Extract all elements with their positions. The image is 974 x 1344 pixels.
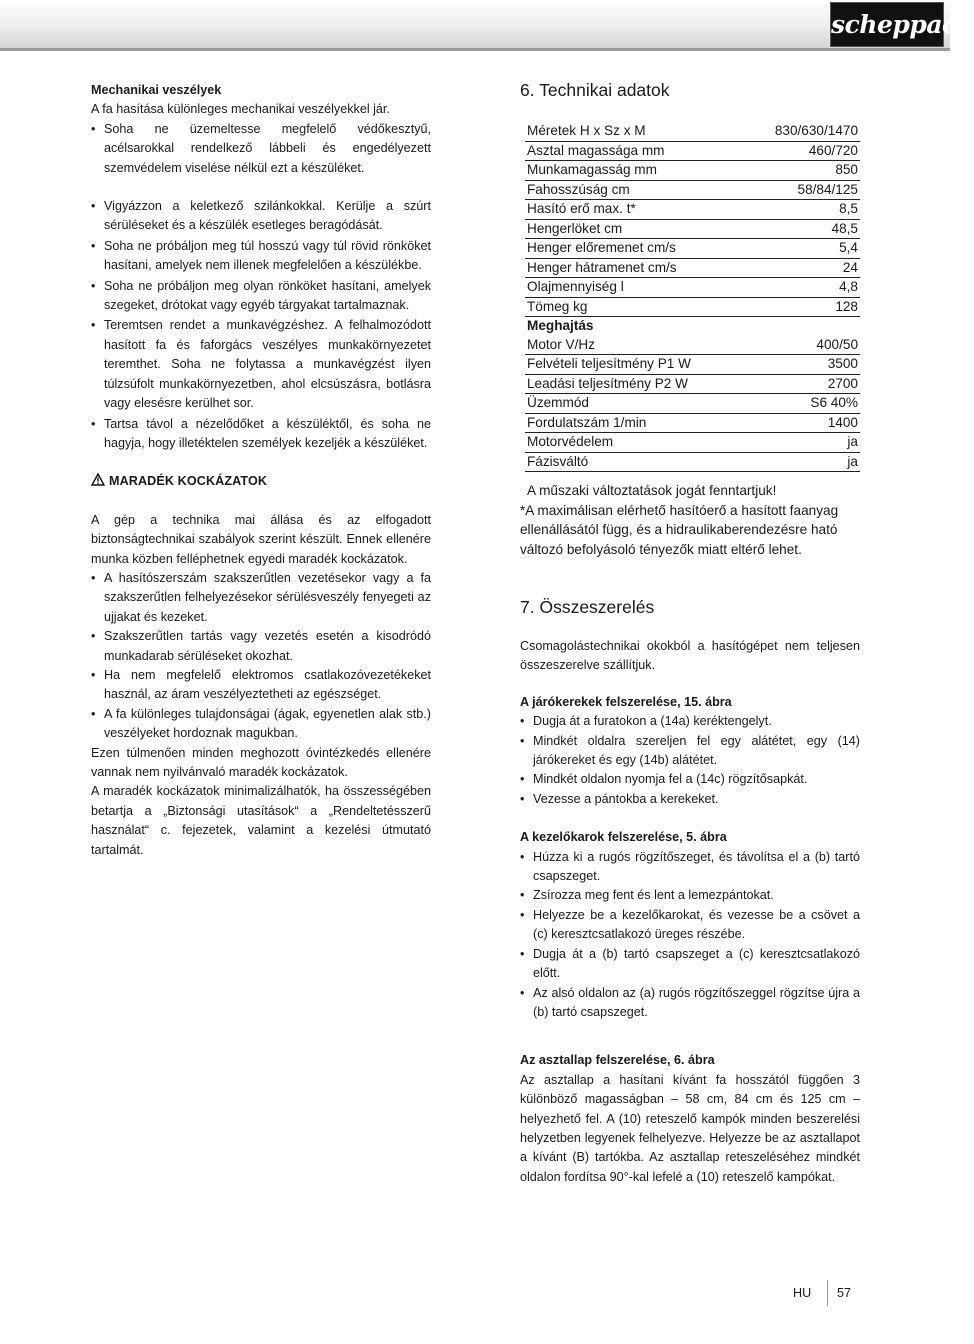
spec-row xyxy=(525,161,860,181)
list-item: • Ha nem megfelelő elektromos csatlakozóvezetékeket használ, az áram veszélyeztetheti az egészséget. xyxy=(91,666,431,705)
mech-title: Mechanikai veszélyek xyxy=(91,83,222,97)
spec-label: Munkamagasság mm xyxy=(525,161,746,181)
list-item: • Szakszerűtlen tartás vagy vezetés esetén a kisodródó munkadarab sérüléseket okozhat. xyxy=(91,627,431,666)
spec-label: Motor V/Hz xyxy=(525,336,746,355)
spec-label: Asztal magassága mm xyxy=(525,141,746,161)
list-item: • Mindkét oldalra szereljen fel egy alátétet, egy (14) járókereket és egy (14b) alátétet. xyxy=(520,732,860,771)
spec-value: 4,8 xyxy=(746,278,860,298)
spec-label: Üzemmód xyxy=(525,394,746,414)
mech-intro: A fa hasítása különleges mechanikai veszélyekkel jár. xyxy=(91,102,390,117)
spec-value: 830/630/1470 xyxy=(746,122,860,141)
header-bar xyxy=(0,0,950,48)
spec-row xyxy=(525,278,860,298)
spec-label: Hengerlöket cm xyxy=(525,219,746,239)
tech-note-1: A műszaki változtatások jogát fenntartjuk! xyxy=(527,483,777,498)
mech-list-2 xyxy=(91,197,431,453)
list-item: • A fa különleges tulajdonságai (ágak, egyenetlen alak stb.) veszélyeket hordoznak magukban. xyxy=(91,705,431,744)
risk-intro: A gép a technika mai állása és az elfogadott biztonságtechnikai szabályok szerint készült. Ennek ellenére munka közben felléphetnek egyedi maradék kockázatok. xyxy=(91,512,431,566)
levers-title: A kezelőkarok felszerelése, 5. ábra xyxy=(520,830,727,845)
spec-value: ja xyxy=(746,452,860,472)
list-item: • Zsírozza meg fent és lent a lemezpántokat. xyxy=(520,886,860,905)
list-item: • A hasítószerszám szakszerűtlen vezetésekor vagy a fa szakszerűtlen felhelyezésekor sérülésveszély fenyegeti az ujjakat és kezeket. xyxy=(91,569,431,627)
spec-value: 24 xyxy=(746,258,860,278)
spec-row xyxy=(525,122,860,141)
assembly-section xyxy=(520,596,860,1187)
assembly-intro: Csomagolástechnikai okokból a hasítógépet nem teljesen összeszerelve szállítjuk. xyxy=(520,639,860,673)
spec-value: ja xyxy=(746,433,860,453)
header-rule xyxy=(0,48,950,51)
spec-value: 128 xyxy=(746,297,860,317)
list-item: • Teremtsen rendet a munkavégzéshez. A felhalmozódott hasított fa és faforgács veszélyes munkakörnyezetet teremthet. Soha ne folytassa a munkavégzést ilyen túlzsúfolt munkakörnyezetben, ahol elcsúszásra, botlásra vagy elesésre kerülhet sor. xyxy=(91,316,431,413)
spec-value: S6 40% xyxy=(746,394,860,414)
spec-label: Fordulatszám 1/min xyxy=(525,413,746,433)
list-item: • Mindkét oldalon nyomja fel a (14c) rögzítősapkát. xyxy=(520,770,860,789)
mech-list xyxy=(91,120,431,178)
warning-icon xyxy=(91,473,105,486)
spec-group-row xyxy=(525,317,860,336)
spec-value: 3500 xyxy=(746,355,860,375)
spec-label: Fázisváltó xyxy=(525,452,746,472)
list-item: • Húzza ki a rugós rögzítőszeget, és távolítsa el a (b) tartó csapszeget. xyxy=(520,848,860,887)
brand-logo: scheppach xyxy=(830,2,944,47)
spec-row xyxy=(525,141,860,161)
spec-row xyxy=(525,336,860,355)
tech-note-2: *A maximálisan elérhető hasítóerő a hasított faanyag ellenállásától függ, és a hidraulikaberendezésre ható változó befolyásoló tényezők miatt eltérő lehet. xyxy=(520,502,839,557)
list-item: • Soha ne próbáljon meg olyan rönköket hasítani, amelyek szegeket, drótokat vagy egyéb tárgyakat tartalmaznak. xyxy=(91,277,431,316)
list-item: • Soha ne próbáljon meg túl hosszú vagy túl rövid rönköket hasítani, amelyek nem illenek megfelelően a készülékbe. xyxy=(91,237,431,276)
spec-row xyxy=(525,374,860,394)
spec-value: 850 xyxy=(746,161,860,181)
spec-row xyxy=(525,433,860,453)
spec-row xyxy=(525,239,860,259)
spec-row xyxy=(525,452,860,472)
spec-label: Leadási teljesítmény P2 W xyxy=(525,374,746,394)
list-item: • Dugja át a furatokon a (14a) keréktengelyt. xyxy=(520,712,860,731)
spec-label: Hasító erő max. t* xyxy=(525,200,746,220)
spec-value: 400/50 xyxy=(746,336,860,355)
risk-paragraph-3: A maradék kockázatok minimalizálhatók, ha összességében betartja a „Biztonsági utasítások“ a „Rendeltetésszerű használat“ c. fejezetek, valamint a kezelési útmutató tartalmát. xyxy=(91,784,431,857)
spec-table xyxy=(525,122,860,472)
spec-label: Tömeg kg xyxy=(525,297,746,317)
spec-row xyxy=(525,297,860,317)
spec-label: Felvételi teljesítmény P1 W xyxy=(525,355,746,375)
spec-row xyxy=(525,200,860,220)
spec-value: 2700 xyxy=(746,374,860,394)
assembly-title: 7. Összeszerelés xyxy=(520,597,655,617)
spec-value: 460/720 xyxy=(746,141,860,161)
spec-label: Henger előremenet cm/s xyxy=(525,239,746,259)
page-number: 57 xyxy=(837,1286,852,1300)
wheels-title: A járókerekek felszerelése, 15. ábra xyxy=(520,694,732,709)
table-text: Az asztallap a hasítani kívánt fa hosszától függően 3 különböző magasságban – 58 cm, 84 cm és 125 cm – helyezhető fel. A (10) reteszelő kampók minden beszerelési helyzetben legyenek felhelyezve. Helyezze be az asztallapot a kívánt (B) tartókba. Az asztallap reteszeléséhez mindkét oldalon fordítsa 90°-kal lefelé a (10) reteszelő kampókat. xyxy=(520,1072,860,1184)
list-item: • Vigyázzon a keletkező szilánkokkal. Kerülje a szúrt sérüléseket és a készülék esetleges beragódását. xyxy=(91,197,431,236)
tech-title: 6. Technikai adatok xyxy=(520,80,670,100)
list-item: • Tartsa távol a nézelődőket a készüléktől, és soha ne hagyja, hogy illetéktelen személyek kezeljék a készüléket. xyxy=(91,415,431,454)
spec-value: 58/84/125 xyxy=(746,180,860,200)
page-footer xyxy=(793,1280,852,1306)
list-item: • Helyezze be a kezelőkarokat, és vezesse be a csövet a (c) keresztcsatlakozó üreges részébe. xyxy=(520,906,860,945)
spec-row xyxy=(525,394,860,414)
spec-label: Motorvédelem xyxy=(525,433,746,453)
drive-heading: Meghajtás xyxy=(527,318,594,333)
wheels-list xyxy=(520,712,860,809)
left-column xyxy=(91,81,431,860)
spec-value: 5,4 xyxy=(746,239,860,259)
spec-label: Fahosszúság cm xyxy=(525,180,746,200)
table-title: Az asztallap felszerelése, 6. ábra xyxy=(520,1053,715,1068)
language-code: HU xyxy=(793,1286,812,1300)
spec-row xyxy=(525,180,860,200)
footer-divider xyxy=(827,1280,828,1306)
spec-row xyxy=(525,258,860,278)
tech-section xyxy=(520,79,860,559)
list-item: • Dugja át a (b) tartó csapszeget a (c) keresztcsatlakozó előtt. xyxy=(520,945,860,984)
list-item: • Az alsó oldalon az (a) rugós rögzítőszeggel rögzítse újra a (b) tartó csapszeget. xyxy=(520,984,860,1023)
spec-row xyxy=(525,413,860,433)
risk-paragraph-2: Ezen túlmenően minden meghozott óvintézkedés ellenére vannak nem nyilvánvaló maradék kockázatok. xyxy=(91,745,431,779)
risk-title-text: MARADÉK KOCKÁZATOK xyxy=(109,474,268,489)
risk-list xyxy=(91,569,431,744)
list-item: • Vezesse a pántokba a kerekeket. xyxy=(520,790,860,809)
spec-value: 1400 xyxy=(746,413,860,433)
spec-label: Méretek H x Sz x M xyxy=(525,122,746,141)
levers-list xyxy=(520,848,860,1023)
spec-row xyxy=(525,355,860,375)
risk-title xyxy=(91,472,431,491)
spec-value: 8,5 xyxy=(746,200,860,220)
list-item: • Soha ne üzemeltesse megfelelő védőkesztyű, acélsarokkal rendelkező lábbeli és engedélyezett szemvédelem viselése nélkül ezt a készüléket. xyxy=(91,120,431,178)
spec-label: Henger hátramenet cm/s xyxy=(525,258,746,278)
spec-label: Olajmennyiség l xyxy=(525,278,746,298)
spec-value: 48,5 xyxy=(746,219,860,239)
spec-row xyxy=(525,219,860,239)
